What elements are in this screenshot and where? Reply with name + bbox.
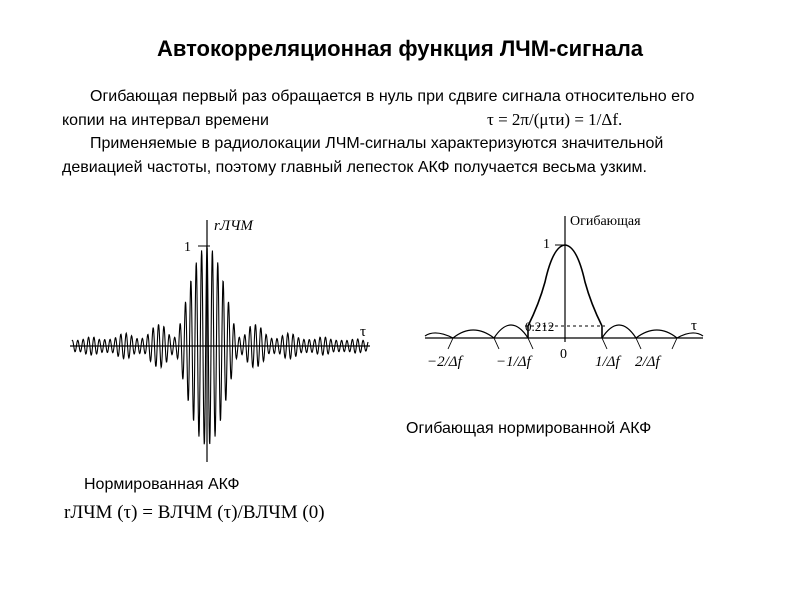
acf-definition-formula: rЛЧМ (τ) = BЛЧМ (τ)/BЛЧМ (0)	[64, 502, 325, 523]
env-sidelobe-right-1	[602, 325, 636, 338]
slide-title: Автокорреляционная функция ЛЧМ-сигнала	[156, 36, 644, 61]
env-tick-mark	[636, 338, 641, 349]
env-y-tick-label-0212: 0.212	[525, 319, 555, 334]
env-tick-mark	[494, 338, 499, 349]
acf-y-label: rЛЧМ	[214, 218, 253, 234]
env-tick-mark	[528, 338, 533, 349]
env-x-tick-label-neg1: −1/Δf	[496, 354, 531, 370]
env-x-tick-label-pos2: 2/Δf	[635, 354, 660, 370]
acf-caption: Нормированная АКФ	[84, 476, 240, 493]
env-x-tick-label-neg2: −2/Δf	[427, 354, 462, 370]
env-y-label: Огибающая	[570, 214, 641, 229]
env-x-tick-label-pos1: 1/Δf	[595, 354, 620, 370]
env-sidelobe-left-3	[425, 333, 453, 338]
env-x-tick-label-zero: 0	[560, 347, 567, 362]
paragraph-radar-text: Применяемые в радиолокации ЛЧМ-сигналы характеризуются значительной девиацией частоты, поэтому главный лепесток АКФ получается весьма узким.	[62, 135, 664, 176]
envelope-caption: Огибающая нормированной АКФ	[406, 420, 652, 437]
env-tick-mark	[448, 338, 453, 349]
env-tick-mark	[602, 338, 607, 349]
acf-y-tick-label-1: 1	[184, 240, 191, 255]
acf-envelope-plot	[415, 210, 715, 395]
env-sidelobe-left-1	[494, 325, 528, 338]
paragraph-radar	[62, 132, 702, 179]
env-y-tick-label-1: 1	[543, 237, 550, 252]
acf-x-label: τ	[360, 324, 367, 340]
env-tick-mark	[672, 338, 677, 349]
tau-formula: τ = 2π/(μτи) = 1/Δf.	[487, 110, 623, 129]
env-x-label: τ	[691, 318, 698, 334]
env-sidelobe-right-3	[677, 333, 703, 338]
env-sidelobe-right-2	[636, 330, 677, 338]
paragraph-first-null-text: Огибающая первый раз обращается в нуль при сдвиге сигнала относительно его копии на интервал времени	[62, 88, 695, 129]
env-sidelobe-left-2	[453, 330, 494, 338]
normalized-acf-plot	[60, 210, 380, 470]
